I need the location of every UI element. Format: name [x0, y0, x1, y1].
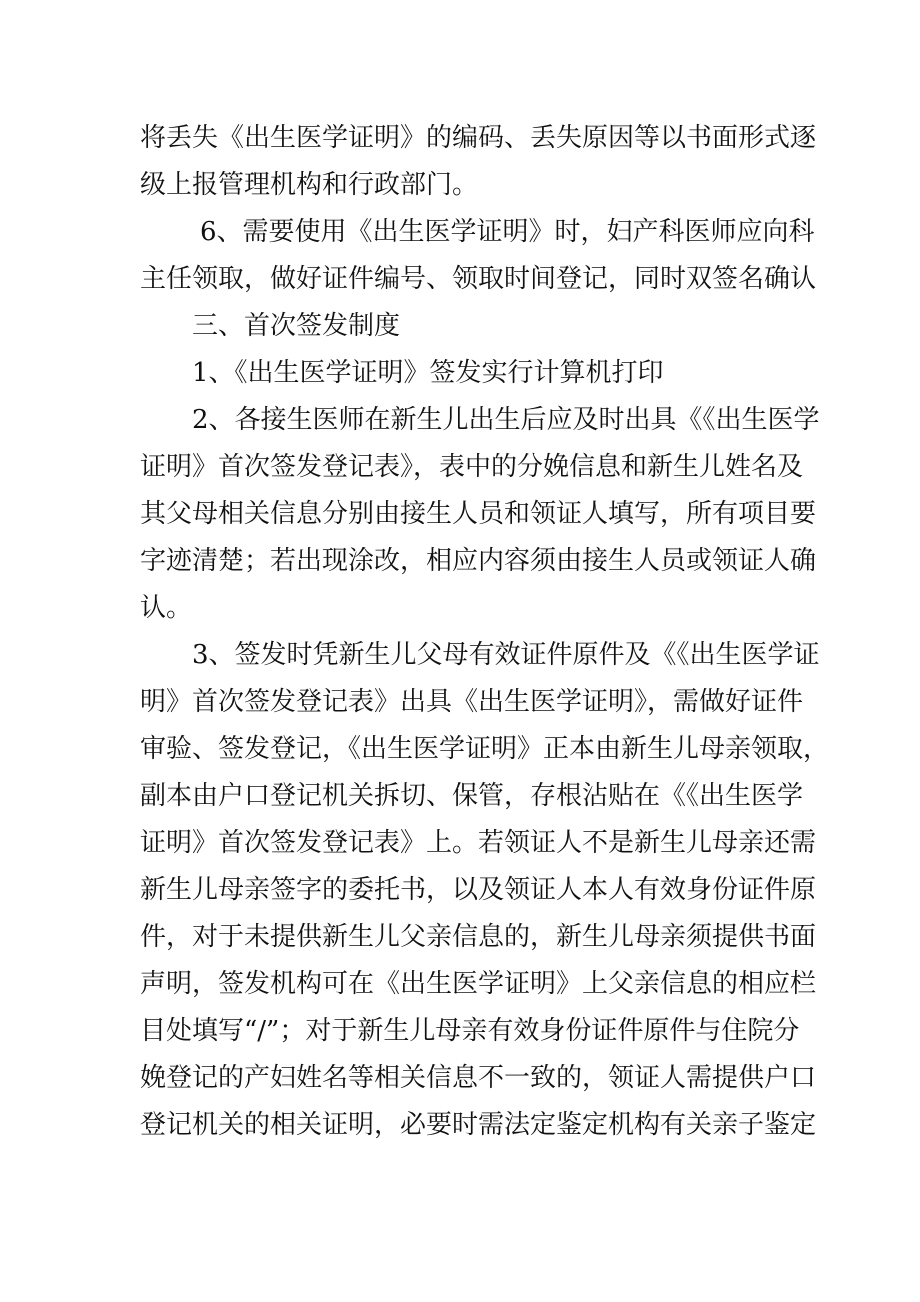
text-line: 声明，签发机构可在《出生医学证明》上父亲信息的相应栏 [140, 969, 817, 999]
text-line: 认。 [140, 593, 193, 623]
text-line: 审验、签发登记，《出生医学证明》正本由新生儿母亲领取， [140, 734, 830, 764]
text-line: 明》首次签发登记表》出具《出生医学证明》，需做好证件 [140, 687, 804, 717]
text-line: 将丢失《出生医学证明》的编码、丢失原因等以书面形式逐 [140, 123, 817, 153]
paragraph-item-6: 6、需要使用《出生医学证明》时，妇产科医师应向科 [200, 217, 815, 247]
paragraph-item-2: 2、各接生医师在新生儿出生后应及时出具《《出生医学 [192, 405, 820, 435]
paragraph-item-3: 3、签发时凭新生儿父母有效证件原件及《《出生医学证 [192, 640, 820, 670]
paragraph-item-1: 1、《出生医学证明》签发实行计算机打印 [192, 358, 664, 388]
text-line: 证明》首次签发登记表》，表中的分娩信息和新生儿姓名及 [140, 452, 804, 482]
text-line: 副本由户口登记机关拆切、保管，存根沾贴在《《出生医学 [140, 781, 804, 811]
text-line: 其父母相关信息分别由接生人员和领证人填写，所有项目要 [140, 499, 817, 529]
text-line: 登记机关的相关证明，必要时需法定鉴定机构有关亲子鉴定 [140, 1110, 817, 1140]
text-line: 主任领取，做好证件编号、领取时间登记，同时双签名确认 [140, 264, 817, 294]
text-line: 新生儿母亲签字的委托书，以及领证人本人有效身份证件原 [140, 875, 817, 905]
text-line: 目处填写“/”；对于新生儿母亲有效身份证件原件与住院分 [140, 1016, 800, 1046]
text-line: 级上报管理机构和行政部门。 [140, 170, 479, 200]
document-body [140, 115, 830, 1149]
text-line: 娩登记的产妇姓名等相关信息不一致的，领证人需提供户口 [140, 1063, 817, 1093]
text-line: 证明》首次签发登记表》上。若领证人不是新生儿母亲还需 [140, 828, 817, 858]
text-line: 字迹清楚；若出现涂改，相应内容须由接生人员或领证人确 [140, 546, 817, 576]
text-line: 件，对于未提供新生儿父亲信息的，新生儿母亲须提供书面 [140, 922, 817, 952]
section-heading: 三、首次签发制度 [192, 311, 401, 341]
